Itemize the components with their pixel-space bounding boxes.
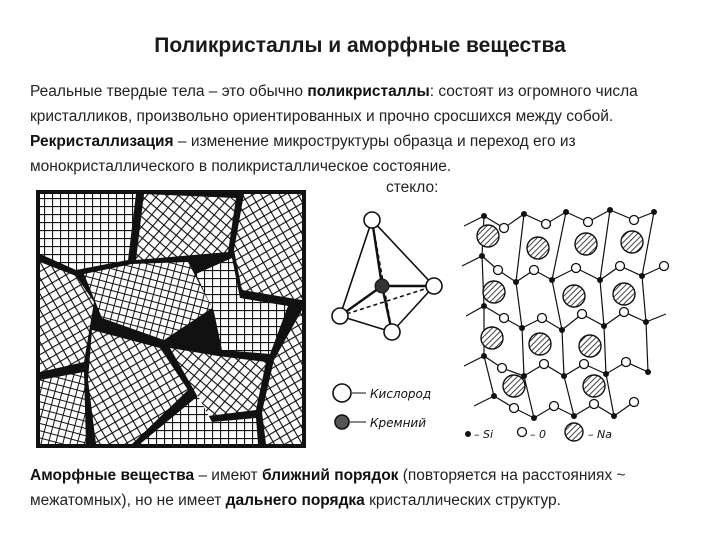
- legend-si-label: – Si: [474, 428, 494, 441]
- oxygen-atom: [426, 278, 442, 294]
- legend-silicon-label: Кремний: [370, 416, 427, 430]
- term-recrystallization: Рекристаллизация: [30, 133, 174, 150]
- silicon-atom: [375, 279, 389, 293]
- legend-o-label: – 0: [530, 428, 546, 441]
- p2-text-1: – изменение микроструктуры образца и переход его из монокристаллического в поликристаллическое состояние.: [30, 133, 576, 175]
- p3-text-3: кристаллических структур.: [364, 492, 561, 509]
- oxygen-atom: [364, 212, 380, 228]
- polycrystal-illustration: [36, 190, 306, 448]
- glass-caption: стекло:: [386, 179, 439, 196]
- term-long-range-order: дальнего порядка: [225, 492, 365, 509]
- oxygen-atom: [332, 308, 348, 324]
- na-legend-icon: [565, 423, 583, 441]
- o-legend-icon: [518, 428, 527, 437]
- p3-text-2: (повторяется на расстояниях ~ межатомных), но не имеет: [30, 467, 626, 509]
- slide-title: Поликристаллы и аморфные вещества: [154, 34, 566, 57]
- oxygen-atom: [384, 324, 400, 340]
- silicon-legend-icon: [335, 415, 349, 429]
- polycrystal-paragraph: [30, 79, 695, 129]
- p1-text-1: Реальные твердые тела – это обычно: [30, 83, 308, 100]
- term-amorphous: Аморфные вещества: [30, 467, 195, 484]
- p1-text-2: : состоят из огромного числа кристалликов, произвольно ориентированных и прочно сросшихся между собой.: [30, 83, 638, 125]
- legend-oxygen-label: Кислород: [370, 387, 432, 401]
- legend-na-label: – Na: [588, 428, 612, 441]
- silica-tetrahedron-figure: [322, 208, 452, 448]
- recrystallization-paragraph: [30, 129, 695, 179]
- amorphous-paragraph: [30, 463, 695, 513]
- p3-text-1: – имеют: [194, 467, 262, 484]
- oxygen-legend-icon: [333, 384, 351, 402]
- term-polycrystals: поликристаллы: [307, 83, 430, 100]
- si-legend-icon: [465, 431, 471, 437]
- term-short-range-order: ближний порядок: [261, 467, 399, 484]
- glass-structure-illustration: [454, 196, 674, 446]
